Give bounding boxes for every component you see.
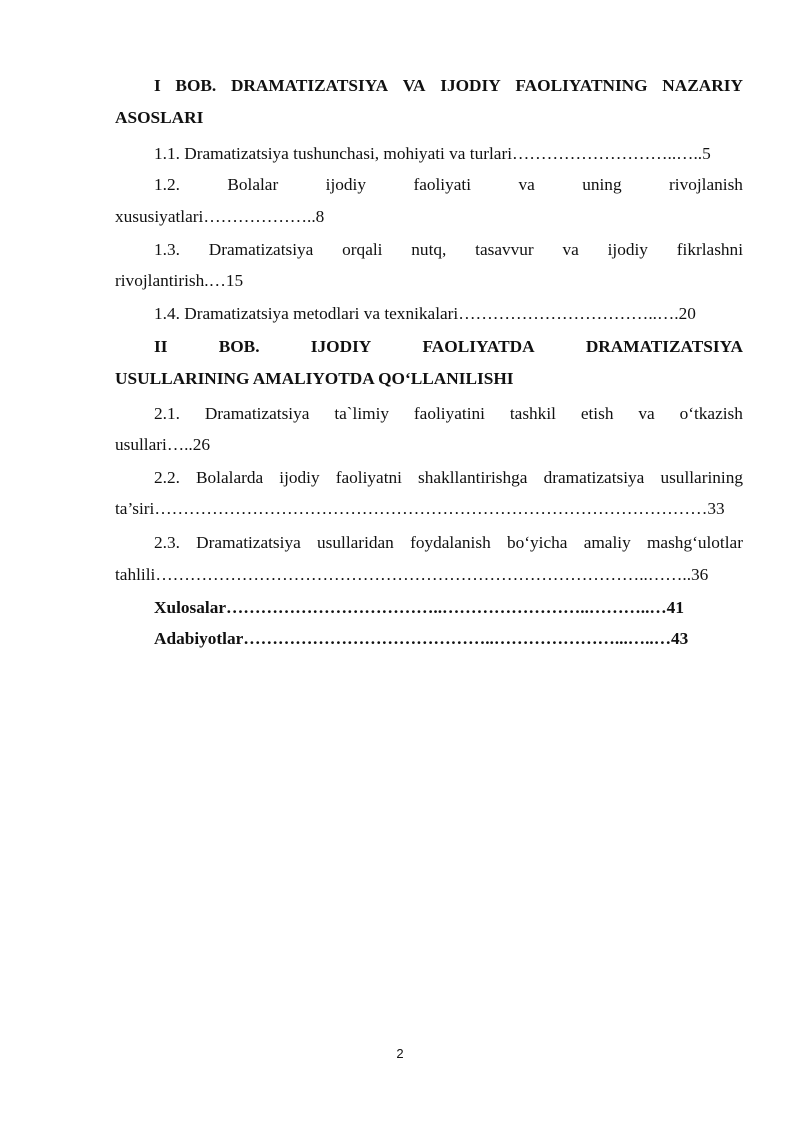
toc-entry-2-1-line2: usullari…..26: [115, 435, 211, 454]
word: Dramatizatsiya: [208, 240, 314, 259]
toc-entry-1-4: 1.4. Dramatizatsiya metodlari va texnikalari……………………………..….20: [154, 304, 696, 323]
word: 2.1.: [154, 404, 180, 423]
word: II: [154, 337, 168, 356]
toc-entry-2-2-line2: ta’siri……………………………………………………………………………………33: [115, 499, 725, 518]
word: ijodiy: [607, 240, 648, 259]
toc-entry-2-2-line1: [154, 467, 743, 489]
chapter2-heading-line1: [154, 336, 743, 358]
word: rivojlanish: [669, 175, 743, 194]
word: Bolalar: [227, 175, 279, 194]
toc-entry-1-1: 1.1. Dramatizatsiya tushunchasi, mohiyati va turlari………………………..…..5: [154, 144, 711, 163]
word: mashg‘ulotlar: [646, 533, 743, 552]
toc-entry-references: Adabiyotlar……………………………………..…………………...…..…43: [154, 629, 689, 648]
word: va: [638, 404, 655, 423]
word: DRAMATIZATSIYA: [585, 337, 743, 356]
word: 2.3.: [154, 533, 180, 552]
word: amaliy: [583, 533, 631, 552]
word: FAOLIYATNING: [515, 76, 648, 95]
word: etish: [580, 404, 614, 423]
word: IJODIY: [440, 76, 501, 95]
word: faoliyatni: [335, 468, 402, 487]
word: uning: [582, 175, 622, 194]
toc-entry-2-3-line2: tahlili…………………………………………………………………………..……..36: [115, 565, 709, 584]
word: 2.2.: [154, 468, 180, 487]
word: I: [154, 76, 161, 95]
chapter2-heading-line2: USULLARINING AMALIYOTDA QO‘LLANILISHI: [115, 369, 514, 388]
word: shakllantirishga: [418, 468, 528, 487]
word: faoliyatini: [413, 404, 485, 423]
chapter1-heading-line1: [154, 75, 743, 97]
toc-entry-1-2-line1: [154, 174, 743, 196]
toc-entry-2-3-line1: [154, 532, 743, 554]
toc-entry-1-2-line2: xususiyatlari………………..8: [115, 207, 325, 226]
word: foydalanish: [410, 533, 491, 552]
word: tasavvur: [475, 240, 534, 259]
word: va: [562, 240, 579, 259]
word: BOB.: [175, 76, 217, 95]
word: FAOLIYATDA: [422, 337, 535, 356]
word: nutq,: [411, 240, 447, 259]
word: bo‘yicha: [506, 533, 568, 552]
chapter1-heading-line2: ASOSLARI: [115, 108, 204, 127]
word: DRAMATIZATSIYA: [230, 76, 389, 95]
word: va: [518, 175, 535, 194]
word: ijodiy: [279, 468, 320, 487]
toc-entry-1-3-line1: [154, 239, 743, 261]
word: 1.3.: [154, 240, 180, 259]
word: fikrlashni: [676, 240, 743, 259]
word: usullarining: [660, 468, 743, 487]
word: orqali: [342, 240, 383, 259]
word: Dramatizatsiya: [196, 533, 301, 552]
word: NAZARIY: [662, 76, 743, 95]
word: VA: [402, 76, 426, 95]
word: ta`limiy: [334, 404, 390, 423]
word: ijodiy: [325, 175, 366, 194]
word: IJODIY: [310, 337, 372, 356]
toc-entry-conclusions: Xulosalar………………………………..……………………..………..…41: [154, 598, 684, 617]
word: Dramatizatsiya: [204, 404, 310, 423]
word: tashkil: [509, 404, 556, 423]
word: Bolalarda: [196, 468, 264, 487]
word: dramatizatsiya: [543, 468, 645, 487]
toc-entry-1-3-line2: rivojlantirish.…15: [115, 271, 244, 290]
word: faoliyati: [413, 175, 472, 194]
word: 1.2.: [154, 175, 180, 194]
word: BOB.: [218, 337, 260, 356]
word: usullaridan: [317, 533, 394, 552]
word: o‘tkazish: [679, 404, 743, 423]
toc-entry-2-1-line1: [154, 403, 743, 425]
page-number: 2: [396, 1046, 404, 1061]
